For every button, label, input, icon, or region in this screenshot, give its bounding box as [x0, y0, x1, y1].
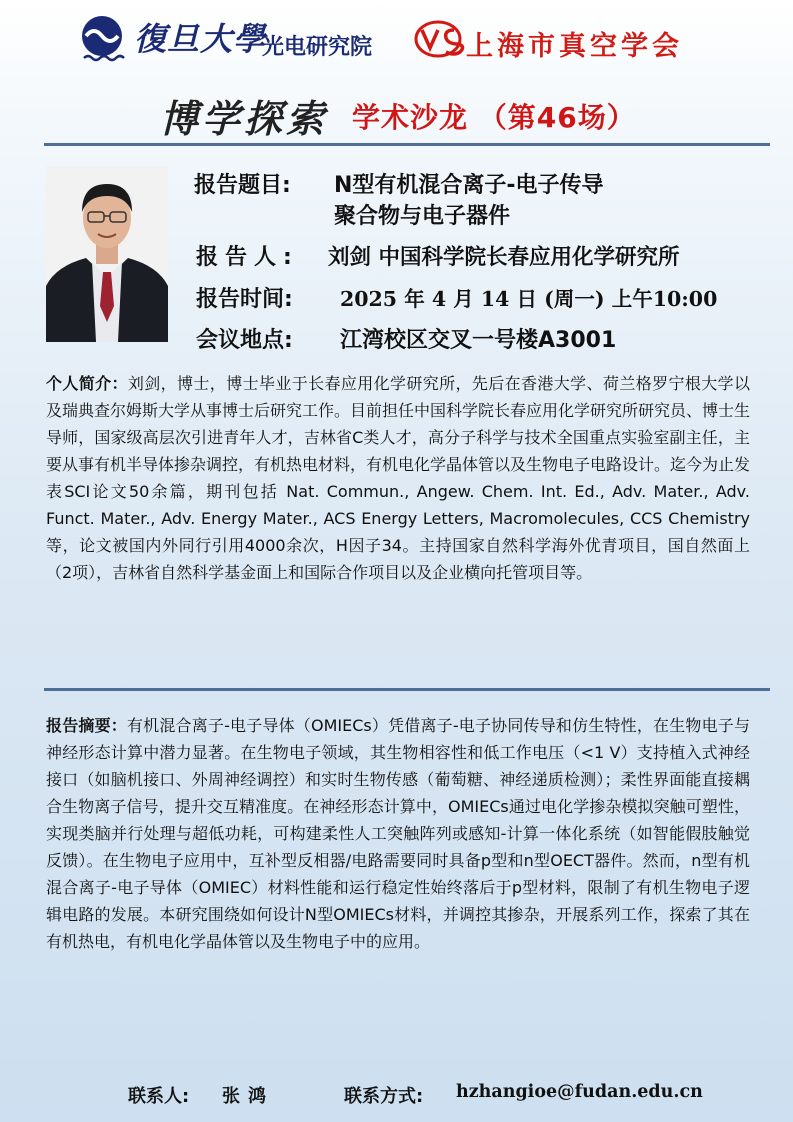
topic-label: 报告题目:	[194, 173, 291, 198]
abstract-paragraph	[46, 712, 750, 955]
society-name: 上海市真空学会	[466, 31, 683, 62]
topic-line-1: N型有机混合离子-电子传导	[334, 173, 604, 198]
salon-title: 学术沙龙 （第46场）	[352, 101, 636, 134]
bio-label: 个人简介：	[46, 374, 128, 393]
contact-label: 联系人:	[128, 1086, 190, 1107]
bio-paragraph	[46, 370, 750, 586]
contact-name: 张鸿	[222, 1086, 274, 1107]
abstract-text: 有机混合离子-电子导体（OMIECs）凭借离子-电子协同传导和仿生特性，在生物电子与神经形态计算中潜力显著。在生物电子领域，其生物相容性和低工作电压（<1 V）支持植入式神经接口（如脑机接口、外周神经调控）和实时生物传感（葡萄糖、神经递质检测）；柔性界面能直接耦合生物离子信号，提升交互精准度。在神经形态计算中，OMIECs通过电化学掺杂模拟突触可塑性，实现类脑并行处理与超低功耗，可构建柔性人工突触阵列或感知-计算一体化系统（如智能假肢触觉反馈）。在生物电子应用中，互补型反相器/电路需要同时具备p型和n型OECT器件。然而，n型有机混合离子-电子导体（OMIEC）材料性能和运行稳定性始终落后于p型材料，限制了有机生物电子逻辑电路的发展。本研究围绕如何设计N型OMIECs材料，并调控其掺杂，开展系列工作，探索了其在有机热电，有机电化学晶体管以及生物电子中的应用。	[46, 716, 750, 951]
speaker-label: 报告人:	[196, 245, 299, 270]
venue-value: 江湾校区交叉一号楼A3001	[340, 328, 617, 353]
series-brand: 博学探索	[160, 96, 329, 141]
bio-text: 刘剑，博士，博士毕业于长春应用化学研究所，先后在香港大学、荷兰格罗宁根大学以及瑞典查尔姆斯大学从事博士后研究工作。目前担任中国科学院长春应用化学研究所研究员、博士生导师，国家级高层次引进青年人才，吉林省C类人才，高分子科学与技术全国重点实验室副主任，主要从事有机半导体掺杂调控，有机热电材料，有机电化学晶体管以及生物电子电路设计。迄今为止发表SCI论文50余篇，期刊包括 Nat. Commun., Angew. Chem. Int. Ed., Adv. Mater., Adv. Funct. Mater., Adv. Energy Mater., ACS Energy Letters, Macromolecules, CCS Chemistry等，论文被国内外同行引用4000余次，H因子34。主持国家自然科学海外优青项目，国自然面上（2项），吉林省自然科学基金面上和国际合作项目以及企业横向托管项目等。	[46, 374, 751, 582]
time-value: 2025 年 4 月 14 日 (周一) 上午10:00	[340, 287, 718, 311]
divider	[44, 688, 770, 691]
divider	[44, 143, 770, 146]
university-name: 復旦大學	[134, 20, 267, 58]
contact-method-label: 联系方式:	[344, 1086, 424, 1107]
time-label: 报告时间:	[196, 287, 293, 312]
vacuum-society-logo-icon	[410, 18, 474, 60]
contact-email: hzhangioe@fudan.edu.cn	[456, 1082, 703, 1102]
topic-line-2: 聚合物与电子器件	[334, 204, 511, 229]
institute-name: 光电研究院	[262, 34, 373, 60]
abstract-label: 报告摘要：	[46, 716, 127, 735]
venue-label: 会议地点:	[196, 328, 293, 353]
speaker-photo	[46, 166, 168, 342]
speaker-value: 刘剑 中国科学院长春应用化学研究所	[328, 245, 680, 270]
fudan-emblem-icon	[76, 14, 128, 66]
